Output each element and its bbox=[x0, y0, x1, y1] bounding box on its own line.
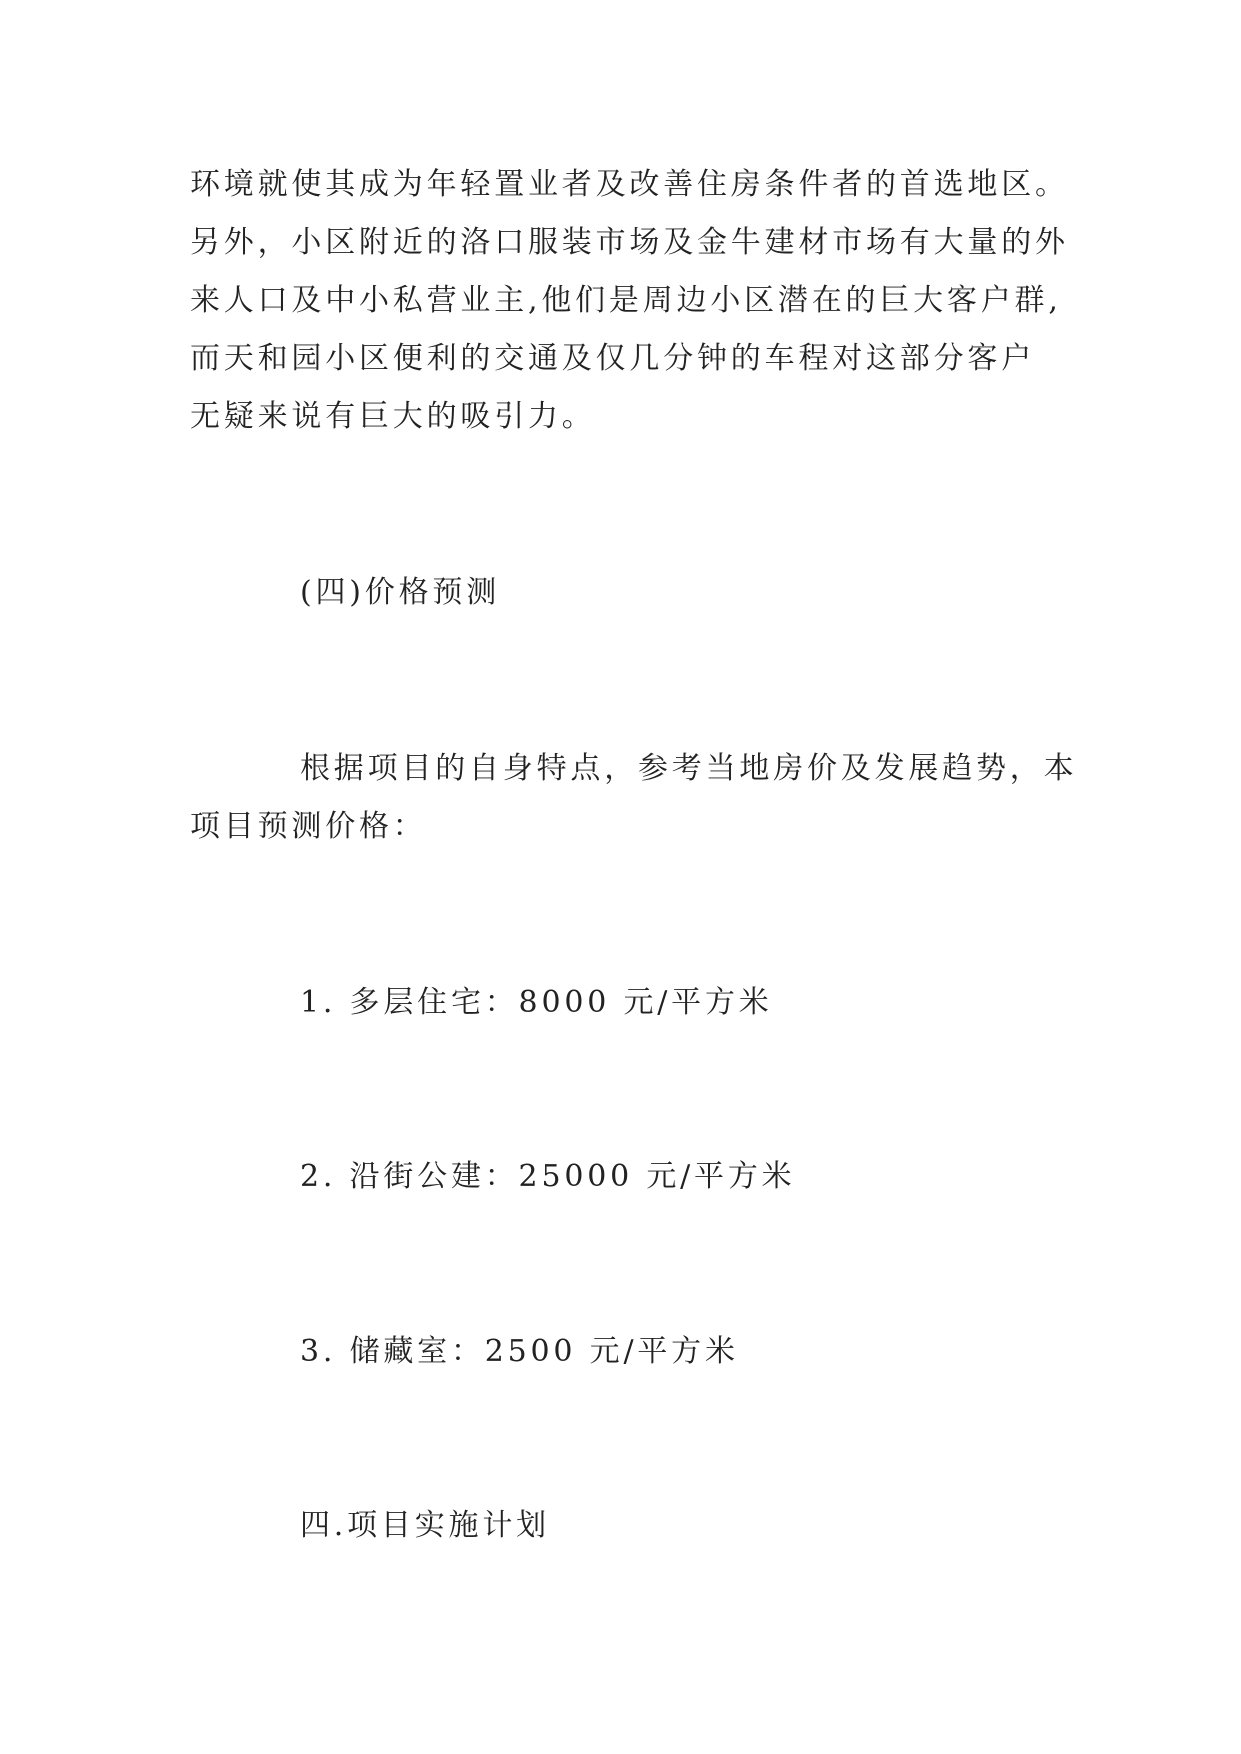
intro-line-2: 另外，小区附近的洛口服装市场及金牛建材市场有大量的外 bbox=[190, 225, 1069, 260]
price-item-3: 3. 储藏室：2500 元/平方米 bbox=[300, 1334, 739, 1369]
paragraph-line-2: 项目预测价格： bbox=[190, 809, 427, 844]
intro-line-5: 无疑来说有巨大的吸引力。 bbox=[190, 399, 596, 434]
intro-line-3: 来人口及中小私营业主,他们是周边小区潜在的巨大客户群, bbox=[190, 283, 1062, 318]
section-heading-price-forecast: (四)价格预测 bbox=[300, 575, 501, 610]
paragraph-line-1: 根据项目的自身特点，参考当地房价及发展趋势，本 bbox=[300, 751, 1078, 786]
price-item-2: 2. 沿街公建：25000 元/平方米 bbox=[300, 1159, 796, 1194]
intro-line-4: 而天和园小区便利的交通及仅几分钟的车程对这部分客户 bbox=[190, 341, 1035, 376]
intro-line-1: 环境就使其成为年轻置业者及改善住房条件者的首选地区。 bbox=[190, 167, 1069, 202]
section-heading-implementation-plan: 四.项目实施计划 bbox=[300, 1508, 550, 1543]
price-item-1: 1. 多层住宅：8000 元/平方米 bbox=[300, 985, 773, 1020]
